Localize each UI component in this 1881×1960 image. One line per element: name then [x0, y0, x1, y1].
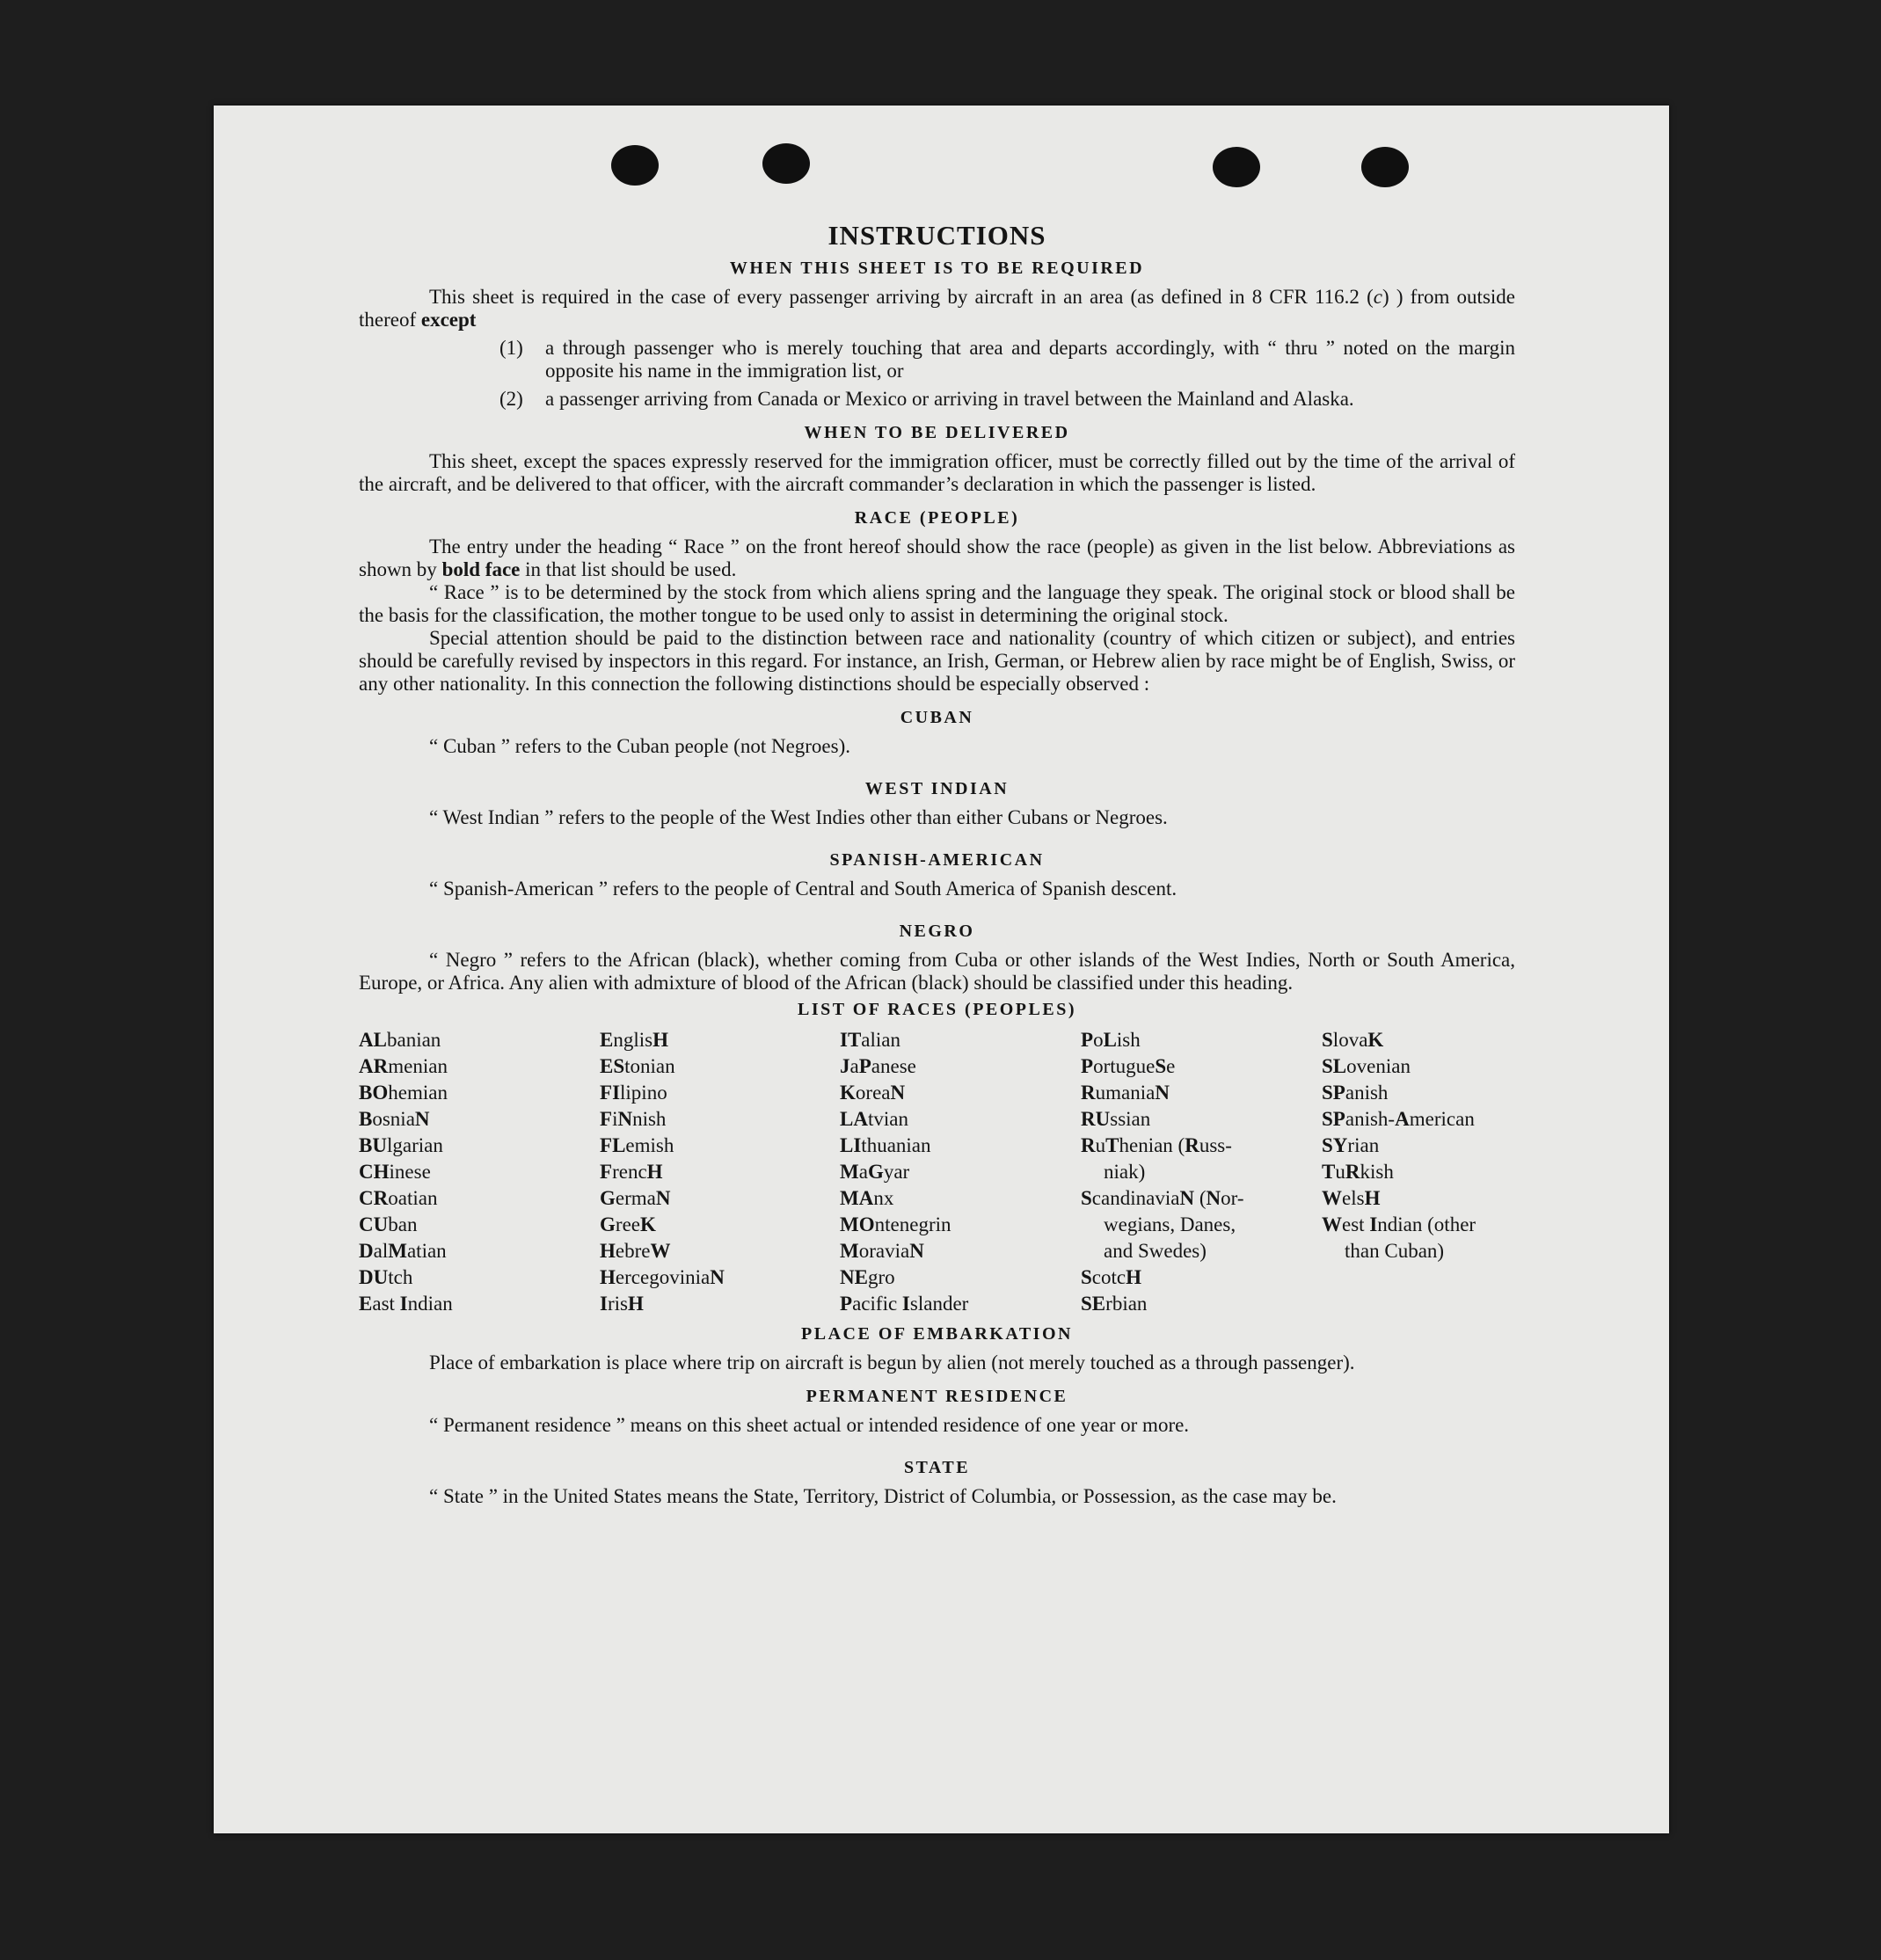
cuban-text: “ Cuban ” refers to the Cuban people (not Negroes).	[429, 735, 851, 757]
race-entry: DalMatian	[359, 1240, 447, 1262]
race-entry: MOntenegrin	[840, 1213, 951, 1235]
required-item-2: (2) a passenger arriving from Canada or Mexico or arriving in travel between the Mainland and Alaska.	[499, 388, 1354, 410]
race-entry: DUtch	[359, 1266, 413, 1288]
race-paragraph-3: Special attention should be paid to the distinction between race and nationality (country of which citizen or subject), and entries should be carefully revised by inspectors in this regard. For instance, an Irish, German, or Hebrew alien by race might be of English, Swiss, or any other nationality. In this connection the following distinctions should be especially observed :	[359, 627, 1515, 695]
race-entry: LIthuanian	[840, 1134, 931, 1156]
race-entry: FiNnish	[600, 1108, 667, 1130]
race-entry: GermaN	[600, 1187, 671, 1209]
race-entry: CUban	[359, 1213, 418, 1235]
race-entry: SlovaK	[1322, 1029, 1384, 1051]
race-entry: MAnx	[840, 1187, 894, 1209]
race-entry: ITalian	[840, 1029, 901, 1051]
heading-negro: NEGRO	[899, 922, 975, 941]
race-column	[600, 1027, 840, 1317]
race-column	[359, 1027, 600, 1317]
race-paragraph-1: The entry under the heading “ Race ” on the front hereof should show the race (people) as given in the list below. Abbreviations as shown by bold face in that list should be used.	[359, 536, 1515, 580]
race-entry: FLemish	[600, 1134, 674, 1156]
race-entry: RUssian	[1081, 1108, 1151, 1130]
race-entry: SErbian	[1081, 1293, 1148, 1315]
heading-west-indian: WEST INDIAN	[864, 779, 1010, 798]
heading-race: RACE (PEOPLE)	[854, 508, 1020, 528]
race-entry: BOhemian	[359, 1082, 448, 1104]
race-entry: ScotcH	[1081, 1266, 1142, 1288]
race-entry: RumaniaN	[1081, 1082, 1170, 1104]
heading-embarkation: PLACE OF EMBARKATION	[801, 1324, 1073, 1344]
race-entry: PoLish	[1081, 1029, 1141, 1051]
race-entry: NEgro	[840, 1266, 895, 1288]
race-entry: HebreW	[600, 1240, 671, 1262]
negro-text: “ Negro ” refers to the African (black), whether coming from Cuba or other islands of the West Indies, North or South America, Europe, or Africa. Any alien with admixture of blood of the African (black) should be classified under this heading.	[359, 949, 1515, 994]
race-entry: CHinese	[359, 1161, 431, 1183]
race-entry: KoreaN	[840, 1082, 906, 1104]
race-entry: SPanish	[1322, 1082, 1389, 1104]
race-paragraph-2: “ Race ” is to be determined by the stock from which aliens spring and the language they speak. The original stock or blood shall be the basis for the classification, the mother tongue to be used only to assist in determining the original stock.	[359, 581, 1515, 626]
required-intro: This sheet is required in the case of every passenger arriving by aircraft in an area (as defined in 8 CFR 116.2 (c) ) from outside thereof except	[359, 286, 1515, 331]
race-entry: IrisH	[600, 1293, 644, 1315]
race-column	[1322, 1027, 1515, 1317]
race-entry: EnglisH	[600, 1029, 668, 1051]
document-sheet	[214, 106, 1669, 1833]
race-entry: ALbanian	[359, 1029, 441, 1051]
race-entry: FrencH	[600, 1161, 663, 1183]
heading-list-of-races: LIST OF RACES (PEOPLES)	[797, 1000, 1076, 1019]
race-entry: ScandinaviaN (Nor- wegians, Danes, and Swedes)	[1081, 1187, 1244, 1262]
race-entry: SLovenian	[1322, 1055, 1411, 1077]
race-entry: SPanish-American	[1322, 1108, 1475, 1130]
heading-residence: PERMANENT RESIDENCE	[806, 1387, 1068, 1406]
race-entry: EStonian	[600, 1055, 675, 1077]
race-entry: GreeK	[600, 1213, 656, 1235]
race-entry: CRoatian	[359, 1187, 438, 1209]
document-content	[359, 220, 1515, 1508]
race-entry: RuThenian (Russ- niak)	[1081, 1134, 1232, 1183]
race-column	[840, 1027, 1081, 1317]
heading-spanish-american: SPANISH-AMERICAN	[829, 850, 1045, 870]
race-column	[1081, 1027, 1322, 1317]
punch-hole	[611, 145, 659, 186]
race-entry: West Indian (other than Cuban)	[1322, 1213, 1476, 1262]
race-entry: PortugueSe	[1081, 1055, 1176, 1077]
punch-hole	[1213, 147, 1260, 187]
delivered-text: This sheet, except the spaces expressly reserved for the immigration officer, must be correctly filled out by the time of the arrival of the aircraft, and be delivered to that officer, with the aircraft commander’s declaration in which the passenger is listed.	[359, 450, 1515, 495]
heading-cuban: CUBAN	[900, 708, 974, 727]
race-entry: HercegoviniaN	[600, 1266, 725, 1288]
race-entry: BosniaN	[359, 1108, 430, 1130]
residence-text: “ Permanent residence ” means on this sheet actual or intended residence of one year or more.	[429, 1414, 1190, 1436]
required-item-1: (1) a through passenger who is merely touching that area and departs accordingly, with “ thru ” noted on the margin opposite his name in the immigration list, or	[499, 337, 1515, 382]
race-entry: LAtvian	[840, 1108, 908, 1130]
west-indian-text: “ West Indian ” refers to the people of the West Indies other than either Cubans or Negroes.	[429, 806, 1168, 828]
race-entry: FIlipino	[600, 1082, 667, 1104]
race-entry: East Indian	[359, 1293, 453, 1315]
race-entry: MaGyar	[840, 1161, 910, 1183]
heading-required: WHEN THIS SHEET IS TO BE REQUIRED	[729, 259, 1145, 278]
race-entry: ARmenian	[359, 1055, 448, 1077]
race-entry: TuRkish	[1322, 1161, 1394, 1183]
race-entry: MoraviaN	[840, 1240, 924, 1262]
state-text: “ State ” in the United States means the State, Territory, District of Columbia, or Possession, as the case may be.	[429, 1485, 1337, 1507]
spanish-american-text: “ Spanish-American ” refers to the people of Central and South America of Spanish descent.	[429, 878, 1177, 900]
race-entry: Pacific Islander	[840, 1293, 969, 1315]
heading-delivered: WHEN TO BE DELIVERED	[804, 423, 1070, 442]
race-entry: JaPanese	[840, 1055, 916, 1077]
race-list	[359, 1027, 1515, 1317]
punch-hole	[762, 143, 810, 184]
race-entry: SYrian	[1322, 1134, 1380, 1156]
punch-hole	[1361, 147, 1409, 187]
race-entry: BUlgarian	[359, 1134, 443, 1156]
page-title: INSTRUCTIONS	[827, 220, 1046, 251]
heading-state: STATE	[903, 1458, 971, 1477]
embarkation-text: Place of embarkation is place where trip on aircraft is begun by alien (not merely touched as a through passenger).	[429, 1352, 1355, 1373]
race-entry: WelsH	[1322, 1187, 1381, 1209]
